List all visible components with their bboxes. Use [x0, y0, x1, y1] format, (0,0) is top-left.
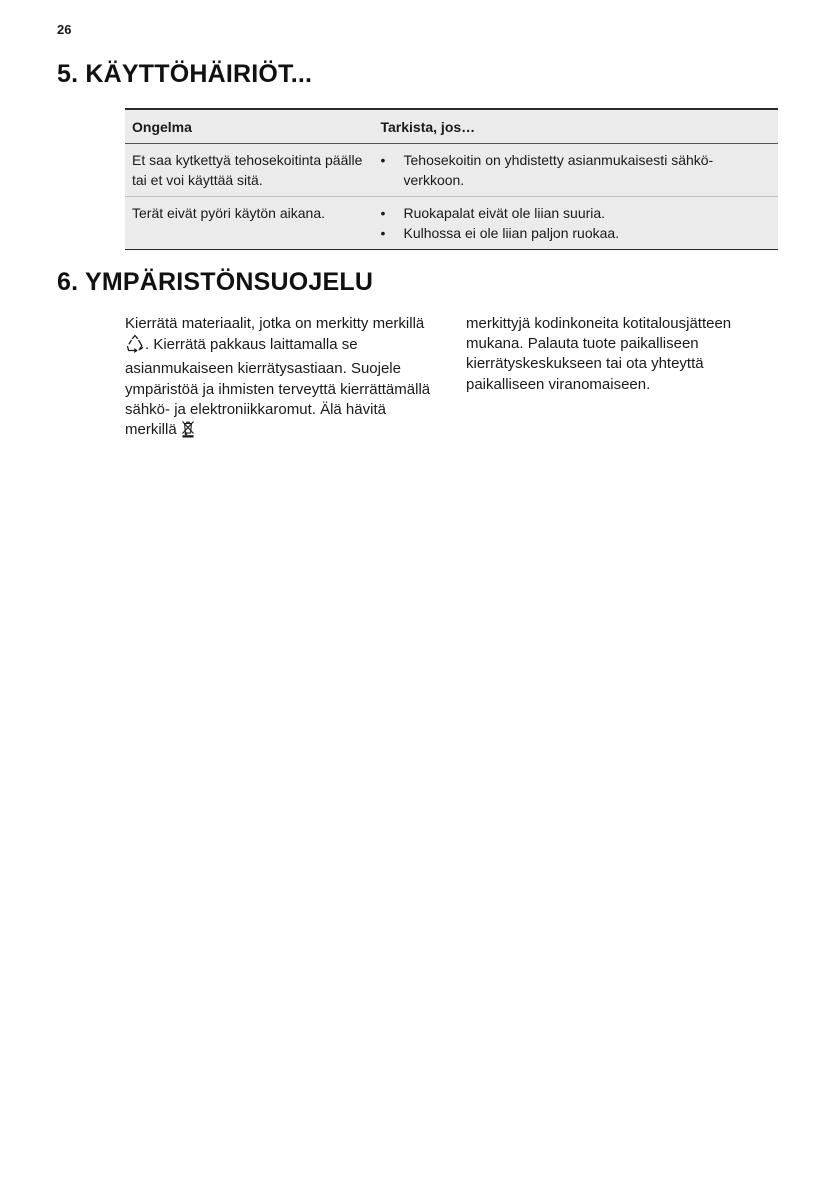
list-item	[381, 223, 772, 243]
table-row	[125, 144, 778, 197]
troubleshooting-table	[125, 108, 778, 250]
check-item-text: Kulhossa ei ole liian paljon ruokaa.	[403, 225, 620, 241]
column-header-check: Tarkista, jos…	[374, 109, 779, 144]
check-item-text: Tehosekoitin on yhdistetty asianmukaisesti sähkö-verkkoon.	[403, 152, 714, 188]
table-header-row	[125, 109, 778, 144]
check-cell	[374, 144, 779, 197]
section-title-environment: 6. YMPÄRISTÖNSUOJELU	[57, 268, 374, 296]
bullet: •	[380, 225, 386, 241]
recycle-icon	[125, 334, 145, 359]
check-list	[381, 150, 772, 190]
check-cell	[374, 197, 779, 250]
bullet: •	[380, 152, 386, 168]
list-item	[381, 150, 772, 190]
page-number: 26	[57, 22, 72, 37]
problem-cell: Terät eivät pyöri käytön aikana.	[125, 197, 374, 250]
check-list	[381, 203, 772, 243]
environment-text-left	[125, 314, 440, 444]
table-row	[125, 197, 778, 250]
list-item	[381, 203, 772, 223]
column-header-problem: Ongelma	[125, 109, 374, 144]
bullet: •	[380, 205, 386, 221]
section-title-troubleshooting: 5. KÄYTTÖHÄIRIÖT...	[57, 60, 313, 88]
environment-text-part2: . Kierrätä pakkaus laittamalla se asianmukaiseen kierrätysastiaan. Suojele ympäristöä ja ihmisten terveyttä kierrättämällä sähkö- ja elektroniikkaromut. Älä hävitä merkillä	[125, 336, 431, 439]
check-item-text: Ruokapalat eivät ole liian suuria.	[403, 205, 606, 221]
environment-text-part1: Kierrätä materiaalit, jotka on merkitty merkillä	[125, 315, 425, 332]
crossed-bin-icon	[181, 420, 195, 444]
problem-cell: Et saa kytkettyä tehosekoitinta päälle tai et voi käyttää sitä.	[125, 144, 374, 197]
environment-text-right: merkittyjä kodinkoneita kotitalousjätteen mukana. Palauta tuote paikalliseen kierrätyskeskukseen tai ota yhteyttä paikalliseen viranomaiseen.	[466, 315, 732, 393]
